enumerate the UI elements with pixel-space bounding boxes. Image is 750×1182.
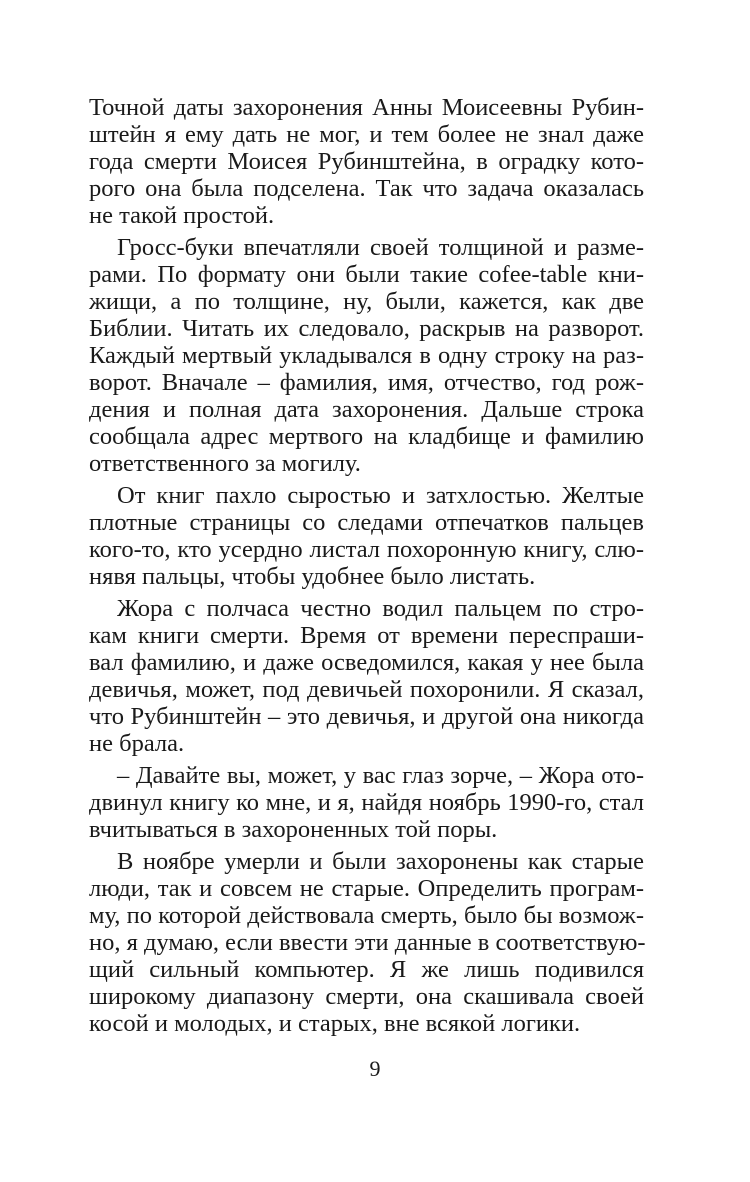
paragraph bbox=[89, 848, 644, 1037]
text-line: рого она была подселена. Так что задача оказалась bbox=[89, 175, 644, 202]
text-line: вал фамилию, и даже осведомился, какая у нее была bbox=[89, 649, 644, 676]
paragraph bbox=[89, 595, 644, 757]
text-line: жищи, а по толщине, ну, были, кажется, как две bbox=[89, 288, 644, 315]
text-line: ответственного за могилу. bbox=[89, 450, 361, 477]
text-line: В ноябре умерли и были захоронены как старые bbox=[117, 848, 644, 875]
paragraph bbox=[89, 762, 644, 843]
text-line: плотные страницы со следами отпечатков пальцев bbox=[89, 509, 644, 536]
text-line: штейн я ему дать не мог, и тем более не знал даже bbox=[89, 121, 644, 148]
text-line: дения и полная дата захоронения. Дальше строка bbox=[89, 396, 644, 423]
text-line: сообщала адрес мертвого на кладбище и фамилию bbox=[89, 423, 644, 450]
text-line: что Рубинштейн – это девичья, и другой она никогда bbox=[89, 703, 644, 730]
paragraph bbox=[89, 234, 644, 477]
text-line: не такой простой. bbox=[89, 202, 275, 229]
text-line: но, я думаю, если ввести эти данные в соответствую- bbox=[89, 929, 646, 956]
text-line: кам книги смерти. Время от времени переспраши- bbox=[89, 622, 644, 649]
text-line: нявя пальцы, чтобы удобнее было листать. bbox=[89, 563, 536, 590]
text-line: ворот. Вначале – фамилия, имя, отчество, год рож- bbox=[89, 369, 644, 396]
page-number: 9 bbox=[369, 1056, 381, 1081]
text-line: Библии. Читать их следовало, раскрыв на разворот. bbox=[89, 315, 644, 342]
text-line: люди, так и совсем не старые. Определить програм- bbox=[89, 875, 644, 902]
text-line: му, по которой действовала смерть, было бы возмож- bbox=[89, 902, 644, 929]
text-line: вчитываться в захороненных той поры. bbox=[89, 816, 498, 843]
text-line: Точной даты захоронения Анны Моисеевны Рубин- bbox=[89, 94, 644, 121]
text-line: широкому диапазону смерти, она скашивала своей bbox=[89, 983, 644, 1010]
text-line: От книг пахло сыростью и затхлостью. Желтые bbox=[117, 482, 644, 509]
paragraph bbox=[89, 482, 644, 590]
body-text bbox=[89, 94, 644, 1042]
text-line: щий сильный компьютер. Я же лишь подивился bbox=[89, 956, 644, 983]
text-line: Каждый мертвый укладывался в одну строку на раз- bbox=[89, 342, 644, 369]
text-line: кого-то, кто усердно листал похоронную книгу, слю- bbox=[89, 536, 644, 563]
text-line: рами. По формату они были такие cofee-table кни- bbox=[89, 261, 644, 288]
text-line: Жора с полчаса честно водил пальцем по стро- bbox=[117, 595, 644, 622]
text-line: девичья, может, под девичьей похоронили. Я сказал, bbox=[89, 676, 644, 703]
text-line: – Давайте вы, может, у вас глаз зорче, – Жора ото- bbox=[117, 762, 644, 789]
text-line: Гросс-буки впечатляли своей толщиной и разме- bbox=[117, 234, 644, 261]
text-line: двинул книгу ко мне, и я, найдя ноябрь 1990-го, стал bbox=[89, 789, 644, 816]
text-line: косой и молодых, и старых, вне всякой логики. bbox=[89, 1010, 581, 1037]
paragraph bbox=[89, 94, 644, 229]
text-line: года смерти Моисея Рубинштейна, в оградку кото- bbox=[89, 148, 644, 175]
text-line: не брала. bbox=[89, 730, 185, 757]
